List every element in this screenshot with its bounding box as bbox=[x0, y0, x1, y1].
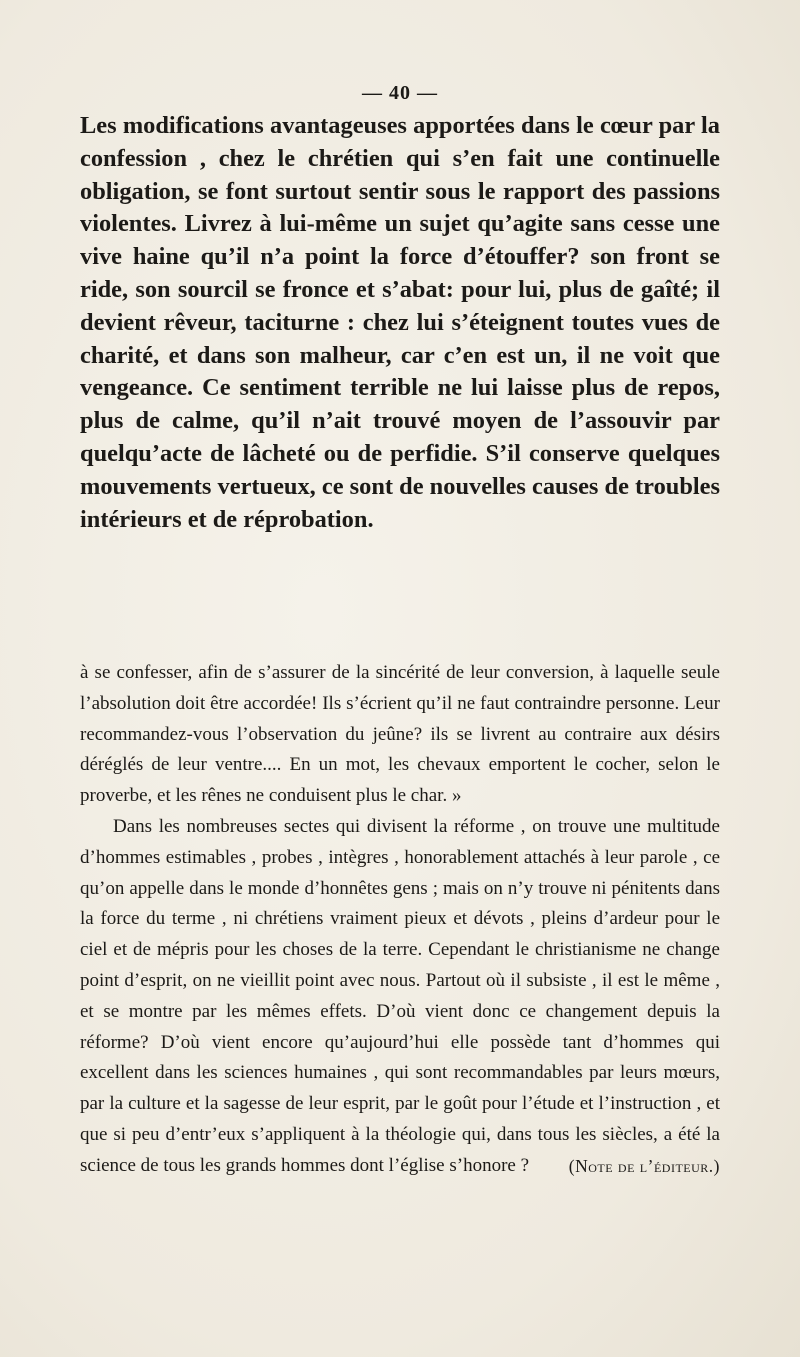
editor-note bbox=[80, 658, 720, 1182]
note-paragraph-2-text: Dans les nombreuses sectes qui divisent la réforme , on trouve une multitude d’hommes estimables , probes , intègres , honorablement attachés à leur parole , ce qu’on appelle dans le monde d’honnêtes gens ; mais on n’y trouve ni pénitents dans la force du terme , ni chrétiens vraiment pieux et dévots , pleins d’ardeur pour le ciel et de mépris pour les choses de la terre. Cependant le christianisme ne change point d’esprit, on ne vieillit point avec nous. Partout où il subsiste , il est le même , et se montre par les mêmes effets. D’où vient donc ce changement depuis la réforme? D’où vient encore qu’aujourd’hui elle possède tant d’hommes qui excellent dans les sciences humaines , qui sont recommandables par leurs mœurs, par la culture et la sagesse de leur esprit, par le goût pour l’étude et l’instruction , et que si peu d’entr’eux s’appliquent à la théologie qui, dans tous les siècles, a été la science de tous les grands hommes dont l’église s’honore ? bbox=[80, 815, 720, 1176]
note-paragraph-1: à se confesser, afin de s’assurer de la sincérité de leur conversion, à laquelle seule l’absolution doit être accordée! Ils s’écrient qu’il ne faut contraindre personne. Leur recommandez-vous l’observation du jeûne? ils se livrent au contraire aux désirs déréglés de leur ventre.... En un mot, les chevaux emportent le cocher, selon le proverbe, et les rênes ne conduisent plus le char. » bbox=[80, 662, 720, 807]
editor-signature: (Note de l’éditeur.) bbox=[568, 1155, 720, 1176]
page-number: — 40 — bbox=[362, 82, 438, 104]
main-paragraph: Les modifications avantageuses apportées dans le cœur par la confession , chez le chrétien qui s’en fait une continuelle obligation, se font surtout sentir sous le rapport des passions violentes. Livrez à lui-même un sujet qu’agite sans cesse une vive haine qu’il n’a point la force d’étouffer? son front se ride, son sourcil se fronce et s’abat: pour lui, plus de gaîté; il devient rêveur, taciturne : chez lui s’éteignent toutes vues de charité, et dans son malheur, car c’en est un, il ne voit que vengeance. Ce sentiment terrible ne lui laisse plus de repos, plus de calme, qu’il n’ait trouvé moyen de l’assouvir par quelqu’acte de lâcheté ou de perfidie. S’il conserve quelques mouvements vertueux, ce sont de nouvelles causes de troubles intérieurs et de réprobation. bbox=[80, 112, 720, 533]
note-paragraph-2 bbox=[80, 812, 720, 1182]
main-text bbox=[80, 110, 720, 536]
